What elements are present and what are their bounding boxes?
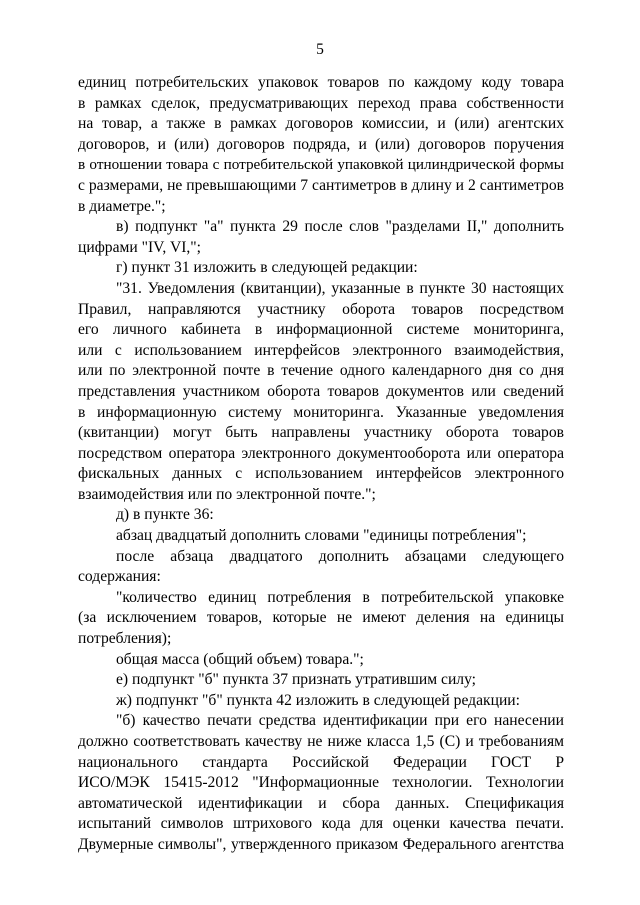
paragraph [78,547,564,588]
text-line: представления участником оборота товаров документов или сведений [78,382,564,400]
text-line: содержания: [78,568,161,586]
document-body [78,73,564,856]
paragraph [78,691,564,712]
text-line: ИСО/МЭК 15415-2012 "Информационные технологии. Технологии [78,774,564,792]
text-line: на товар, а также в рамках договоров комиссии, и (или) агентских [78,115,564,133]
text-line: потребления); [78,630,172,648]
paragraph [78,711,564,855]
text-line: взаимодействия или по электронной почте."; [78,485,376,503]
text-line: испытаний символов штрихового кода для оценки качества печати. [78,815,564,833]
text-line: должно соответствовать качеству не ниже класса 1,5 (С) и требованиям [78,733,564,750]
text-line: в информационную систему мониторинга. Указанные уведомления [78,403,564,421]
text-line: в) подпункт "а" пункта 29 после слов "разделами II," дополнить [116,218,564,236]
text-line: "31. Уведомления (квитанции), указанные в пункте 30 настоящих [116,279,564,297]
text-line: е) подпункт "б" пункта 37 признать утратившим силу; [116,671,477,689]
text-line: в рамках сделок, предусматривающих переход права собственности [78,94,564,112]
text-line: "б) качество печати средства идентификации при его нанесении [116,712,564,730]
paragraph [78,505,564,526]
text-line: посредством оператора электронного документооборота или оператора [78,444,564,462]
text-line: договоров, и (или) договоров подряда, и (или) договоров поручения [78,135,564,153]
text-line: общая масса (общий объем) товара."; [116,650,364,668]
paragraph [78,588,564,650]
text-line: "количество единиц потребления в потребительской упаковке [116,588,564,606]
text-line: ж) подпункт "б" пункта 42 изложить в следующей редакции: [116,691,520,709]
text-line: в отношении товара с потребительской упаковкой цилиндрической формы [78,156,564,174]
paragraph [78,279,564,506]
text-line: фискальных данных с использованием интерфейсов электронного [78,465,564,483]
text-line: Правил, направляются участнику оборота товаров посредством [78,300,564,318]
text-line: с размерами, не превышающими 7 сантиметров в длину и 2 сантиметров [78,176,564,194]
text-line: д) в пункте 36: [116,506,214,524]
text-line: Двумерные символы", утвержденного приказом Федерального агентства [78,835,564,853]
paragraph [78,73,564,217]
text-line: после абзаца двадцатого дополнить абзацами следующего [116,547,564,565]
paragraph [78,670,564,691]
page-number: 5 [316,41,324,58]
text-line: автоматической идентификации и сбора данных. Спецификация [78,794,564,812]
text-line: цифрами "IV, VI,"; [78,238,201,256]
paragraph [78,650,564,671]
text-line: национального стандарта Российской Федерации ГОСТ Р [78,753,564,771]
paragraph [78,526,564,547]
text-line: (за исключением товаров, которые не имеют деления на единицы [78,609,564,627]
text-line: единиц потребительских упаковок товаров по каждому коду товара [78,74,564,91]
paragraph [78,258,564,279]
text-line: абзац двадцатый дополнить словами "единицы потребления"; [116,527,527,545]
text-line: или по электронной почте в течение одного календарного дня со дня [78,362,564,380]
paragraph [78,217,564,258]
text-line: его личного кабинета в информационной системе мониторинга, [78,321,564,339]
text-line: или с использованием интерфейсов электронного взаимодействия, [78,341,564,359]
text-line: г) пункт 31 изложить в следующей редакции: [116,259,418,277]
text-line: (квитанции) могут быть направлены участнику оборота товаров [78,424,564,442]
text-line: в диаметре."; [78,197,166,215]
